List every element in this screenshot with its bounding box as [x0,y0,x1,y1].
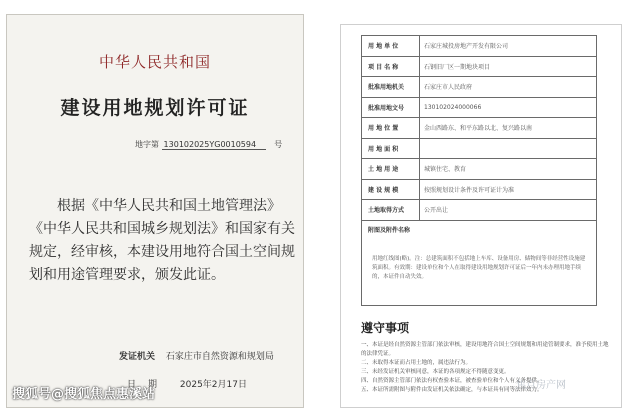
row-value: 按照规划设计条件及许可证计为准 [424,186,515,194]
permit-number-suffix: 号 [274,140,283,149]
permit-number-prefix: 地字第 [135,140,159,149]
table-row [362,139,596,160]
faint-watermark: 焦点房产网 [516,380,566,391]
attachment-text: 用地红线图(略)。注：总建筑面积不包括地上车库、设备用房、储物间等非经营性设施建筑面积。有效期：建设单位和个人在取得建设用地规划许可证后一年内未办理用地手续的，本证件自动失效。 [372,255,586,280]
row-value [420,139,596,159]
permit-details-page [340,24,622,408]
issuer-value: 石家庄市自然资源和规划局 [165,352,274,362]
row-value: 金山西路东、和平东路以北、复兴路以南 [424,125,533,133]
date-value: 2025年2月17日 [179,380,247,390]
row-value: 公开出让 [424,207,449,215]
notice-list [361,341,611,395]
table-row [362,118,596,139]
table-row [362,159,596,180]
table-row [362,36,596,57]
permit-title: 建设用地规划许可证 [60,97,250,119]
row-key: 用 地 单 位 [362,36,420,56]
row-key: 用 地 位 置 [362,118,420,138]
row-key: 建 设 规 模 [362,180,420,200]
row-key: 用 地 面 积 [362,139,420,159]
attachment-label: 附图及附件名称 [368,226,411,234]
row-key: 项 目 名 称 [362,57,420,77]
permit-cover-page [6,14,304,408]
notice-title: 遵守事项 [361,321,410,335]
notice-item: 三、未经发证机关审核同意，本证的各项规定不得随意变更。 [361,369,510,375]
row-value: 石家庄城投房地产开发有限公司 [424,43,509,51]
table-row [362,77,596,98]
row-key: 土地取得方式 [362,200,420,220]
row-value: 城镇住宅、教育 [424,166,467,174]
table-row [362,200,596,221]
table-row [362,180,596,201]
notice-item: 四、自然资源主管部门依法有权查验本证，被查验单位和个人有义务提供。 [361,378,543,384]
row-key: 批准用地机关 [362,77,420,97]
notice-item: 五、本证所需附图与附件由发证机关依法确定，与本证具有同等法律效力。 [361,387,543,393]
date-label: 日期 [127,380,170,390]
row-value: 石家庄市人民政府 [424,84,473,92]
permit-number-row [135,139,282,150]
row-value: 石钢旧厂区一期地块项目 [424,63,491,71]
attachment-section [362,221,596,305]
details-table [361,35,597,306]
permit-number: 130102025YG0010594 [162,140,266,150]
row-value: 130102024000066 [424,103,482,111]
permit-body [29,195,297,287]
issuer-label: 发证机关 [119,352,156,362]
row-key: 土 地 用 途 [362,159,420,179]
notice-item: 一、本证是经自然资源主管部门依法审核，建设用地符合国土空间规划和用途管制要求，准予使用土地的法律凭证。 [361,342,609,357]
country-name: 中华人民共和国 [98,53,211,71]
issuer-row [119,349,274,362]
table-row [362,57,596,78]
table-row [362,98,596,119]
permit-body-text: 根据《中华人民共和国土地管理法》《中华人民共和国城乡规划法》和国家有关规定，经审核，本建设用地符合国土空间规划和用途管理要求，颁发此证。 [29,198,295,283]
notice-item: 二、未取得本证而占用土地的，属违法行为。 [361,360,472,366]
row-key: 批准用地文号 [362,98,420,118]
source-watermark: 搜狐号@搜狐焦点惠溪站 [12,387,156,402]
notice-section [361,319,611,395]
